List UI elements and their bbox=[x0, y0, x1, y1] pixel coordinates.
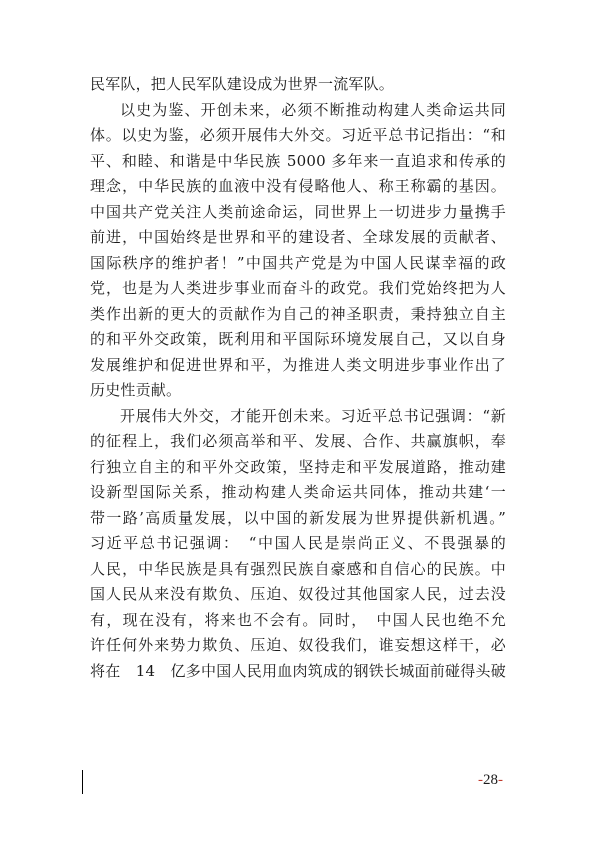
footer-rule bbox=[82, 770, 83, 794]
text-line: 带一路’高质量发展，以中国的新发展为世界提供新机遇。” bbox=[90, 508, 506, 527]
page-number-prefix: - bbox=[478, 772, 483, 788]
text-line: 党，也是为人类进步事业而奋斗的政党。我们党始终把为人 bbox=[90, 279, 506, 297]
page-number-suffix: - bbox=[498, 772, 503, 788]
text-line: 设新型国际关系，推动构建人类命运共同体，推动共建‘一 bbox=[90, 483, 506, 501]
text-line: 开展伟大外交，才能开创未来。习近平总书记强调：“新 bbox=[120, 406, 506, 425]
text-line: 许任何外来势力欺负、压迫、奴役我们，谁妄想这样干，必 bbox=[90, 636, 506, 654]
text-line: 行独立自主的和平外交政策，坚持走和平发展道路，推动建 bbox=[90, 457, 506, 476]
text-line: 国际秩序的维护者！”中国共产党是为中国人民谋幸福的政 bbox=[90, 253, 506, 272]
text-line: 体。以史为鉴，必须开展伟大外交。习近平总书记指出：“和 bbox=[90, 126, 506, 144]
text-line: 有，现在没有，将来也不会有。同时， 中国人民也绝不允 bbox=[90, 610, 506, 629]
text-line: 国人民从来没有欺负、压迫、奴役过其他国家人民，过去没 bbox=[90, 585, 506, 603]
text-line: 发展维护和促进世界和平，为推进人类文明进步事业作出了 bbox=[90, 355, 506, 374]
text-line: 以史为鉴、开创未来，必须不断推动构建人类命运共同 bbox=[120, 100, 506, 119]
text-line: 类作出新的更大的贡献作为自己的神圣职责，秉持独立自主 bbox=[90, 304, 506, 323]
text-line: 前进，中国始终是世界和平的建设者、全球发展的贡献者、 bbox=[90, 228, 506, 246]
text-line: 的和平外交政策，既利用和平国际环境发展自己，又以自身 bbox=[90, 330, 506, 348]
page-number-value: 28 bbox=[483, 772, 498, 788]
page-number bbox=[478, 772, 503, 789]
text-line: 历史性贡献。 bbox=[90, 381, 182, 399]
text-line: 民军队，把人民军队建设成为世界一流军队。 bbox=[90, 75, 395, 93]
text-line: 人民，中华民族是具有强烈民族自豪感和自信心的民族。中 bbox=[90, 559, 506, 578]
text-line: 习近平总书记强调： “中国人民是崇尚正义、不畏强暴的 bbox=[90, 534, 506, 552]
body-text bbox=[90, 72, 506, 684]
text-line: 理念，中华民族的血液中没有侵略他人、称王称霸的基因。 bbox=[90, 177, 506, 195]
text-line: 中国共产党关注人类前途命运，同世界上一切进步力量携手 bbox=[90, 202, 506, 221]
text-line: 平、和睦、和谐是中华民族 5000 多年来一直追求和传承的 bbox=[90, 151, 506, 170]
text-line: 的征程上，我们必须高举和平、发展、合作、共赢旗帜，奉 bbox=[90, 432, 506, 450]
text-line: 将在 14 亿多中国人民用血肉筑成的钢铁长城面前碰得头破 bbox=[90, 661, 506, 680]
